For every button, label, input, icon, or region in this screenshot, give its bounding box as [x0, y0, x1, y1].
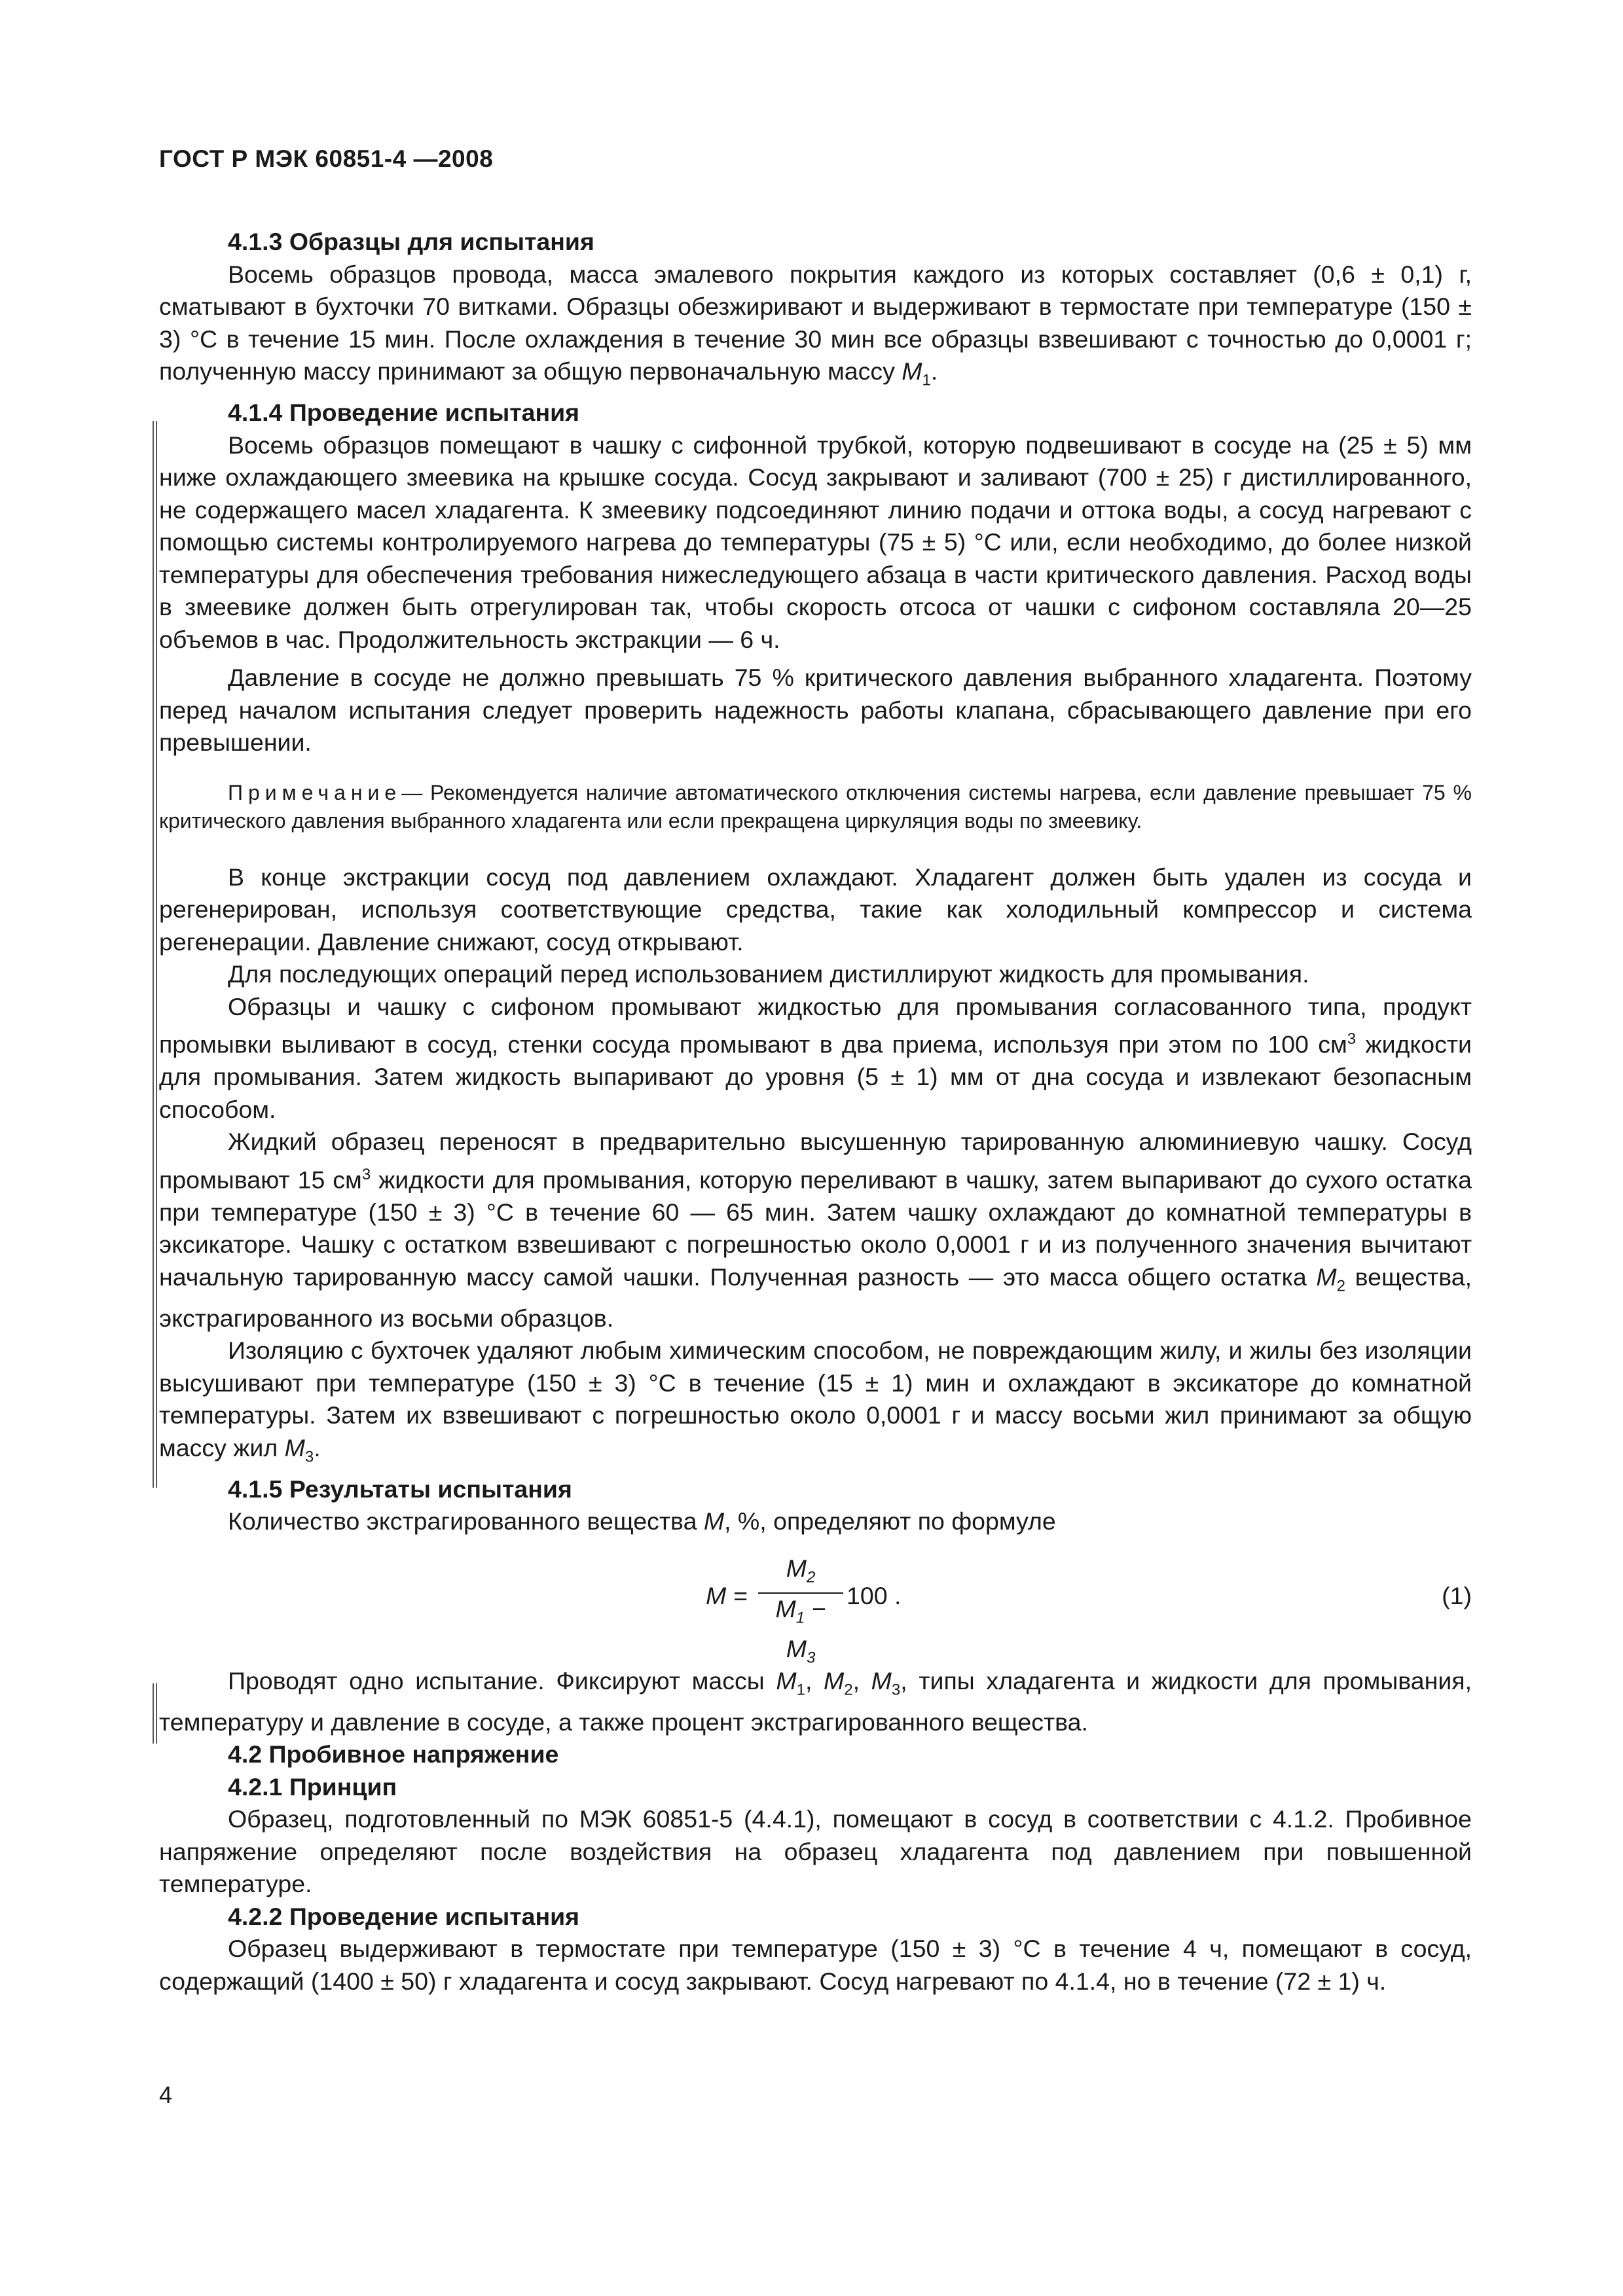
document-body — [159, 226, 1472, 1998]
formula-denominator: $M_1 - M_3$ — [775, 1595, 826, 1666]
section-4-1-4-paragraph-1: Восемь образцов помещают в чашку с сифонной трубкой, которую подвешивают в сосуде на (25 ± 5) мм ниже охлаждающего змеевика на крышке сосуда. Сосуд закрывают и заливают (700 ± 25) г дистиллированного, не содержащего масел хладагента. К змеевику подсоединяют линию подачи и оттока воды, а сосуд нагревают с помощью системы контролируемого нагрева до температуры (75 ± 5) °С или, если необходимо, до более низкой температуры для обеспечения требования нижеследующего абзаца в части критического давления. Расход воды в змеевике должен быть отрегулирован так, чтобы скорость отсоса от чашки с сифоном составляла 20—25 объемов в час. Продолжительность экстракции — 6 ч. — [159, 431, 1472, 653]
section-4-2-1-title: 4.2.1 Принцип — [228, 1772, 397, 1801]
note-text: — Рекомендуется наличие автоматического отключения системы нагрева, если давление превышает 75 % критического давления выбранного хладагента или если прекращена циркуляция воды по змеевику. — [159, 780, 1472, 833]
change-bar-2 — [153, 1683, 157, 1744]
formula-lhs: M = — [706, 1581, 748, 1609]
note-label: Примечание — [228, 780, 402, 804]
note — [159, 779, 1472, 835]
section-4-1-4-paragraph-3: В конце экстракции сосуд под давлением охлаждают. Хладагент должен быть удален из сосуда и регенерирован, используя соответствующие средства, такие как холодильный компрессор и система регенерации. Давление снижают, сосуд открывают. — [159, 863, 1472, 956]
section-4-1-3-text: Восемь образцов провода, масса эмалевого покрытия каждого из которых составляет (0,6 ± 0,1) г, сматывают в бухточки 70 витками. Образцы обезжиривают и выдерживают в термостате при температуре (150 ± 3) °С в течение 15 мин. После охлаждения в течение 30 мин все образцы взвешивают с точностью до 0,0001 г; полученную массу принимают за общую первоначальную массу $M_1$. — [159, 260, 1472, 389]
section-4-2-2-title: 4.2.2 Проведение испытания — [228, 1902, 580, 1930]
section-4-2-2-text: Образец выдерживают в термостате при температуре (150 ± 3) °С в течение 4 ч, помещают в сосуд, содержащий (1400 ± 50) г хладагента и сосуд закрывают. Сосуд нагревают по 4.1.4, но в течение (72 ± 1) ч. — [159, 1935, 1472, 1995]
formula-number: (1) — [1442, 1581, 1472, 1609]
section-4-1-4-paragraph-7: Изоляцию с бухточек удаляют любым химическим способом, не повреждающим жилу, и жилы без изоляции высушивают при температуре (150 ± 3) °С в течение (15 ± 1) мин и охлаждают в эксикаторе до комнатной температуры. Затем их взвешивают с погрешностью около 0,0001 г и массу восьми жил принимают за общую массу жил $M_3$. — [159, 1336, 1472, 1465]
section-4-1-4-paragraph-5: Образцы и чашку с сифоном промывают жидкостью для промывания согласованного типа, продукт промывки выливают в сосуд, стенки сосуда промывают в два приема, используя при этом по 100 $см^3$ жидкости для промывания. Затем жидкость выпаривают до уровня (5 ± 1) мм от дна сосуда и извлекают безопасным способом. — [159, 992, 1472, 1123]
section-4-1-4-paragraph-4: Для последующих операций перед использованием дистиллируют жидкость для промывания. — [228, 960, 1309, 988]
document-header: ГОСТ Р МЭК 60851-4 —2008 — [159, 145, 494, 172]
formula-multiplier: 100 . — [847, 1581, 902, 1609]
section-4-2-title: 4.2 Пробивное напряжение — [228, 1740, 559, 1768]
section-4-1-4-paragraph-6: Жидкий образец переносят в предварительно высушенную тарированную алюминиевую чашку. Сосуд промывают 15 $см^3$ жидкости для промывания, которую переливают в чашку, затем выпаривают до сухого остатка при температуре (150 ± 3) °С в течение 60 — 65 мин. Затем чашку охлаждают до комнатной температуры в эксикаторе. Чашку с остатком взвешивают с погрешностью около 0,0001 г и из полученного значения вычитают начальную тарированную массу самой чашки. Полученная разность — это масса общего остатка $M_2$ вещества, экстрагированного из восьми образцов. — [159, 1128, 1472, 1332]
change-bar-1 — [153, 421, 157, 1488]
section-4-1-4-paragraph-2: Давление в сосуде не должно превышать 75 % критического давления выбранного хладагента. Поэтому перед началом испытания следует проверить надежность работы клапана, сбрасывающего давление при его превышении. — [159, 664, 1472, 756]
section-4-1-5-title: 4.1.5 Результаты испытания — [228, 1475, 572, 1503]
page-number: 4 — [159, 2081, 173, 2108]
formula-numerator: $M_2$ — [786, 1554, 816, 1586]
formula-fraction — [758, 1553, 843, 1674]
section-4-2-1-text: Образец, подготовленный по МЭК 60851-5 (4.4.1), помещают в сосуд в соответствии с 4.1.2. Пробивное напряжение определяют после воздействия на образец хладагента под давлением при повышенной температуре. — [159, 1805, 1472, 1897]
section-4-1-5-paragraph-2: Проводят одно испытание. Фиксируют массы $M_1$, $M_2$, $M_3$, типы хладагента и жидкости для промывания, температуру и давление в сосуде, а также процент экстрагированного вещества. — [159, 1666, 1472, 1736]
formula-1 — [159, 1543, 1472, 1666]
section-4-1-3-title: 4.1.3 Образцы для испытания — [228, 228, 594, 255]
section-4-1-5-text: Количество экстрагированного вещества M, %, определяют по формуле — [228, 1507, 1056, 1535]
section-4-1-4-title: 4.1.4 Проведение испытания — [228, 399, 580, 426]
